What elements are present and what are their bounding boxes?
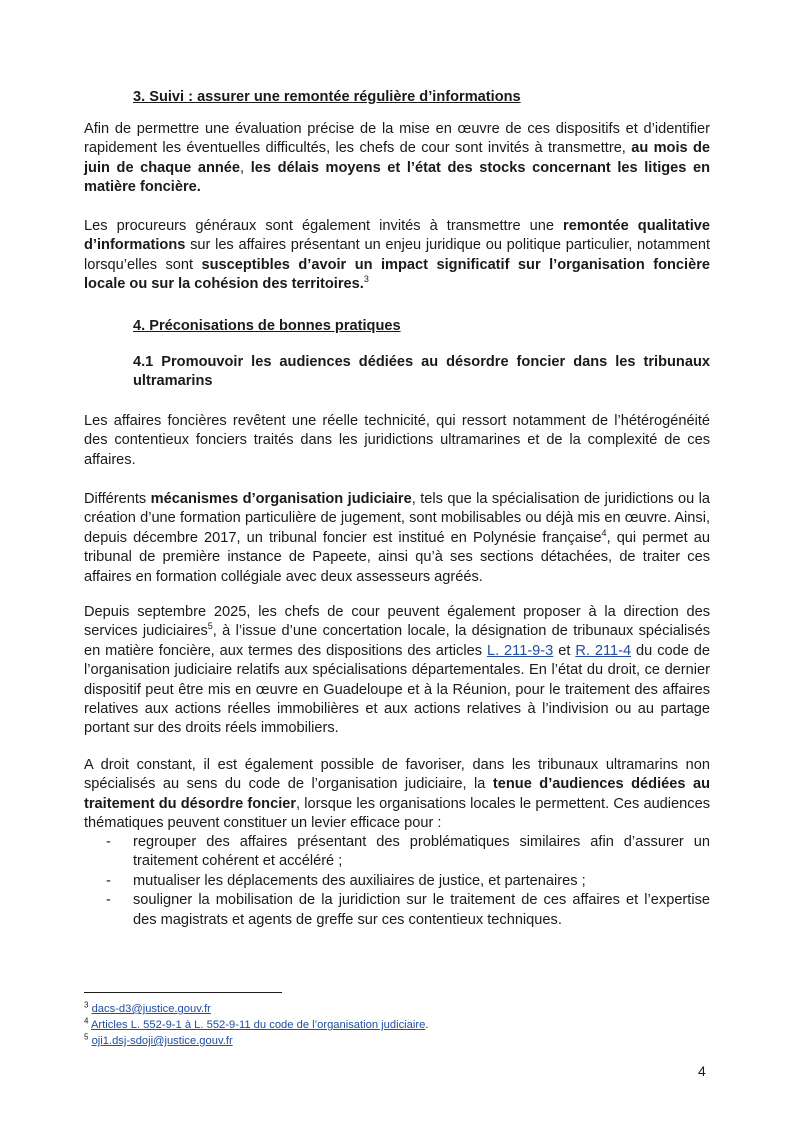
list-marker: - [106,892,111,909]
footnote-number: 4 [84,1016,89,1026]
page-number: 4 [698,1063,706,1079]
section-4-paragraph-1: Les affaires foncières revêtent une réelle technicité, qui ressort notamment de l’hétérogénéité des contentieux fonciers traités dans les juridictions ultramarines et de la complexité de ces affaires. [84,413,710,468]
list-item-text: mutualiser les déplacements des auxiliaires de justice, et partenaires ; [133,872,586,889]
section-4-paragraph-2 [84,490,710,587]
section-3-paragraph-2 [84,217,710,295]
footnote-ref-5[interactable]: 5 [207,621,213,632]
footnote-3 [84,1001,710,1017]
text-run: sur les affaires présentant un enjeu juridique ou politique particulier, notamment lorsqu’elles sont [84,237,710,273]
text-run: Les procureurs généraux sont également invités à transmettre une [84,218,564,234]
footnote-articles-link[interactable]: Articles L. 552-9-1 à L. 552-9-11 du code de l’organisation judiciaire [90,1019,426,1031]
footnote-email-link[interactable]: oji1.dsj-sdoji@justice.gouv.fr [91,1035,233,1047]
footnotes [84,1001,710,1049]
footnote-number: 5 [84,1032,89,1042]
text-run: A droit constant, il est également possible de favoriser, dans les tribunaux ultramarins non spécialisés au sens du code de l’organisation judiciaire, la [84,757,710,793]
article-link-r-211-4[interactable]: R. 211-4 [575,642,632,659]
emphasis-text: les délais moyens et l’état des stocks concernant les litiges en matière foncière. [84,159,711,196]
text-run: et [553,642,576,659]
footnote-separator [84,992,282,993]
footnote-number: 3 [84,1000,89,1010]
text-run: Depuis septembre 2025, les chefs de cour peuvent également proposer à la direction des services judiciaires [84,604,710,640]
list-item-text: regrouper des affaires présentant des problématiques similaires afin d’assurer un traitement cohérent et accéléré ; [133,834,710,870]
emphasis-text: tenue d’audiences dédiées au traitement du désordre foncier [84,776,710,812]
section-3-paragraph-1 [84,120,710,198]
emphasis-text: remontée qualitative d’informations [84,218,710,254]
section-4-heading: 4. Préconisations de bonnes pratiques [133,318,401,334]
footnote-punctuation: . [425,1019,429,1031]
list-item-text: souligner la mobilisation de la juridiction sur le traitement de ces affaires et l’expertise des magistrats et agents de greffe sur ces contentieux techniques. [133,892,710,928]
footnote-4 [84,1017,710,1033]
section-3-heading: 3. Suivi : assurer une remontée régulière d’informations [133,89,521,105]
text-run: , qui permet au tribunal de première instance de Papeete, ainsi qu’à ses sections détachées, de traiter ces affaires en formation collégiale avec deux assesseurs agréés. [84,529,710,585]
footnote-5 [84,1033,710,1049]
section-4-1-heading: 4.1 Promouvoir les audiences dédiées au désordre foncier dans les tribunaux ultramarins [133,354,710,390]
text-run: , à l’issue d’une concertation locale, la désignation de tribunaux spécialisés en matière foncière, aux termes des dispositions des articles [84,623,711,659]
text-run: , tels que la spécialisation de juridictions ou la création d’une formation particulière de jugement, sont mobilisables ou déjà mis en œuvre. Ainsi, depuis décembre 2017, un tribunal foncier est institué en Polynésie française [84,491,710,546]
list-item [84,891,710,930]
text-run: du code de l’organisation judiciaire relatifs aux spécialisations départementales. En l’état du droit, ce dernier dispositif peut être mis en œuvre en Guadeloupe et à la Réunion, pour le traitement des affaires relatives aux actions réelles immobilières et aux actions relatives à l’indivision ou au partage portant sur des droits réels immobiliers. [84,642,711,737]
text-run: Différents [84,491,151,507]
text-run: , [240,159,251,176]
text-run: Afin de permettre une évaluation précise de la mise en œuvre de ces dispositifs et d’identifier rapidement les éventuelles difficultés, les chefs de cour sont invités à transmettre, [84,121,710,157]
list-marker: - [106,872,111,889]
article-link-l-211-9-3[interactable]: L. 211-9-3 [486,642,554,659]
emphasis-text: susceptibles d’avoir un impact significatif sur l’organisation foncière locale ou sur la cohésion des territoires. [84,256,710,293]
list-item [84,833,710,872]
footnote-ref-3[interactable]: 3 [363,274,369,285]
text-run: , lorsque les organisations locales le permettent. Ces audiences thématiques peuvent constituer un levier efficace pour : [84,795,710,832]
dash-list [84,833,710,930]
emphasis-text: mécanismes d’organisation judiciaire [150,491,412,507]
footnote-ref-4[interactable]: 4 [601,527,607,538]
section-4-paragraph-3 [84,603,710,739]
emphasis-text: au mois de juin de chaque année [84,140,710,176]
footnote-email-link[interactable]: dacs-d3@justice.gouv.fr [91,1003,211,1015]
list-marker: - [106,834,111,850]
list-item [84,872,710,891]
section-4-paragraph-4 [84,756,710,834]
